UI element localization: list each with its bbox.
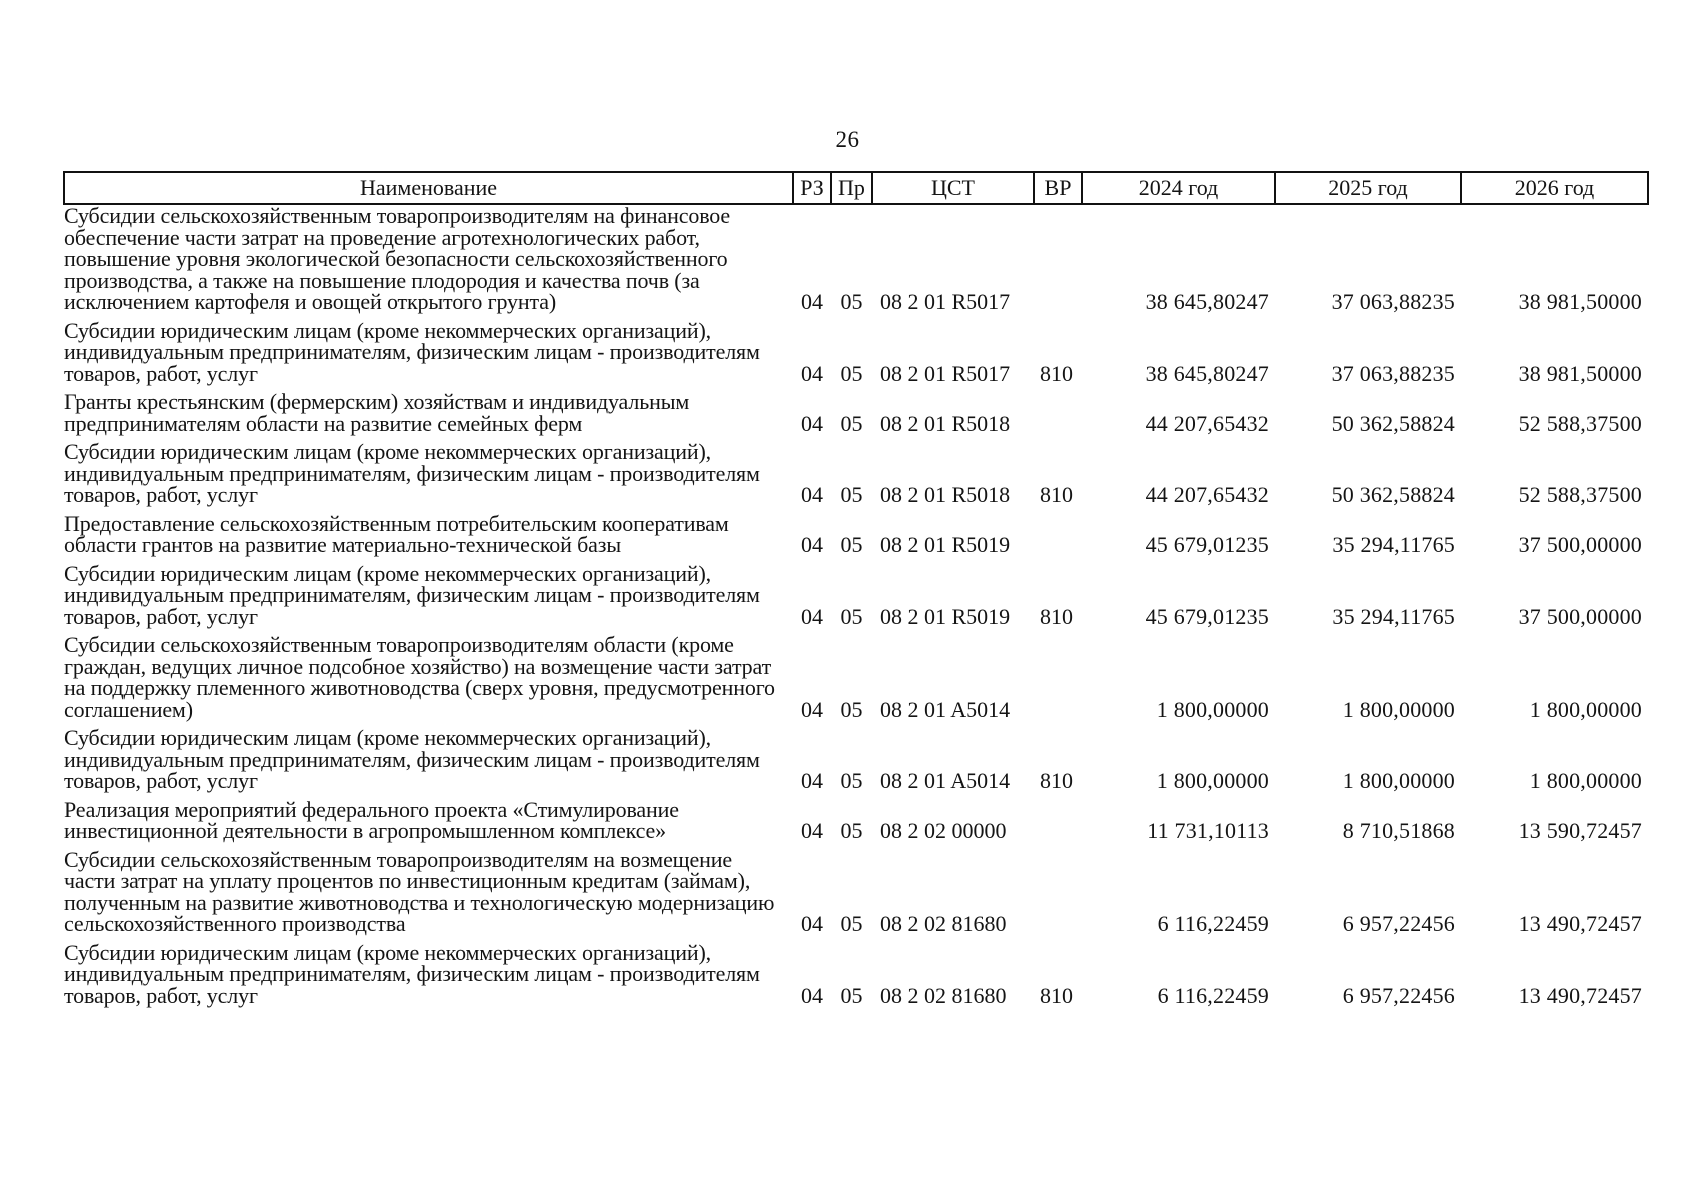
row-value-2024: 44 207,65432 [1145,482,1269,507]
row-vr: 810 [1040,603,1073,629]
row-value-2024: 38 645,80247 [1145,289,1269,314]
row-pr: 05 [840,696,863,722]
row-rz: 04 [801,982,823,1008]
row-pr: 05 [840,410,863,436]
row-cst: 08 2 01 R5018 [880,482,1011,507]
row-value-2025: 50 362,58824 [1331,482,1455,507]
table-row [64,204,1648,320]
row-vr: 810 [1040,982,1073,1008]
row-value-2025: 35 294,11765 [1332,603,1455,629]
row-vr: 810 [1040,768,1073,793]
row-name: Субсидии юридическим лицам (кроме некоммерческих организаций), индивидуальным предпринимателям, физическим лицам - производителям товаров, работ, услуг [64,560,760,629]
row-name: Субсидии юридическим лицам (кроме некоммерческих организаций), индивидуальным предпринимателям, физическим лицам - производителям товаров, работ, услуг [64,317,760,386]
row-value-2024: 45 679,01235 [1145,532,1269,557]
row-value-2024: 11 731,10113 [1147,818,1269,843]
table-row [64,942,1648,1014]
header-cst: ЦСТ [872,172,1034,204]
row-rz: 04 [801,289,823,314]
row-name: Субсидии сельскохозяйственным товаропроизводителям на финансовое обеспечение части затрат на проведение агротехнологических работ, повышение уровня экологической безопасности сельскохозяйственного производства, а также на повышение плодородия и качества почв (за исключением картофеля и овощей открытого грунта) [64,203,731,314]
row-vr [1034,799,1082,849]
row-value-2026: 38 981,50000 [1518,289,1642,314]
row-name: Предоставление сельскохозяйственным потребительским кооперативам области грантов на развитие материально-технической базы [64,510,729,557]
table-body [64,204,1648,1013]
row-value-2024: 45 679,01235 [1145,603,1269,629]
row-value-2025: 6 957,22456 [1342,982,1455,1008]
row-rz: 04 [801,911,823,936]
row-value-2024: 44 207,65432 [1145,410,1269,436]
row-value-2024: 1 800,00000 [1156,768,1269,793]
row-pr: 05 [840,982,863,1008]
row-cst: 08 2 01 R5019 [880,532,1011,557]
row-cst: 08 2 01 R5017 [880,360,1011,386]
row-rz: 04 [801,532,823,557]
row-value-2025: 35 294,11765 [1332,532,1455,557]
row-value-2026: 38 981,50000 [1518,360,1642,386]
row-cst: 08 2 02 00000 [880,818,1007,843]
table-row [64,441,1648,513]
row-name: Субсидии юридическим лицам (кроме некоммерческих организаций), индивидуальным предпринимателям, физическим лицам - производителям товаров, работ, услуг [64,939,760,1008]
row-name: Реализация мероприятий федерального проекта «Стимулирование инвестиционной деятельности в агропромышленном комплексе» [64,796,679,843]
header-2025: 2025 год [1275,172,1461,204]
page-number: 26 [835,127,860,152]
row-value-2024: 38 645,80247 [1145,360,1269,386]
row-pr: 05 [840,289,863,314]
row-vr [1034,204,1082,320]
row-value-2026: 1 800,00000 [1529,768,1642,793]
row-pr: 05 [840,360,863,386]
row-value-2026: 13 590,72457 [1518,818,1642,843]
table-row [64,634,1648,727]
row-cst: 08 2 01 R5019 [880,603,1011,629]
header-name: Наименование [64,172,793,204]
row-value-2025: 1 800,00000 [1342,768,1455,793]
row-value-2026: 13 490,72457 [1518,911,1642,936]
table-row [64,391,1648,441]
table-row [64,320,1648,392]
table-header-row [64,172,1648,204]
row-name: Субсидии юридическим лицам (кроме некоммерческих организаций), индивидуальным предпринимателям, физическим лицам - производителям товаров, работ, услуг [64,439,760,507]
table-row [64,727,1648,799]
row-vr [1034,634,1082,727]
table-row [64,849,1648,942]
row-pr: 05 [840,818,863,843]
row-cst: 08 2 02 81680 [880,911,1007,936]
row-rz: 04 [801,696,823,722]
row-value-2025: 37 063,88235 [1331,289,1455,314]
row-rz: 04 [801,360,823,386]
row-cst: 08 2 01 R5018 [880,410,1011,436]
row-name: Субсидии сельскохозяйственным товаропроизводителям на возмещение части затрат на уплату процентов по инвестиционным кредитам (займам), полученным на развитие животноводства и технологическую модернизацию сельскохозяйственного производства [64,846,775,936]
row-value-2024: 6 116,22459 [1157,982,1269,1008]
row-rz: 04 [801,768,823,793]
row-pr: 05 [840,911,863,936]
row-value-2026: 37 500,00000 [1518,532,1642,557]
row-name: Гранты крестьянским (фермерским) хозяйствам и индивидуальным предпринимателям области на развитие семейных ферм [64,389,690,436]
row-value-2025: 1 800,00000 [1342,696,1455,722]
row-value-2026: 52 588,37500 [1518,482,1642,507]
row-value-2026: 1 800,00000 [1529,696,1642,722]
row-vr: 810 [1040,482,1073,507]
row-value-2026: 52 588,37500 [1518,410,1642,436]
table-row [64,563,1648,635]
budget-table [63,171,1649,1013]
header-2026: 2026 год [1461,172,1648,204]
row-name: Субсидии юридическим лицам (кроме некоммерческих организаций), индивидуальным предпринимателям, физическим лицам - производителям товаров, работ, услуг [64,725,760,793]
row-value-2026: 37 500,00000 [1518,603,1642,629]
row-value-2025: 6 957,22456 [1342,911,1455,936]
row-pr: 05 [840,768,863,793]
row-pr: 05 [840,603,863,629]
row-vr [1034,513,1082,563]
row-cst: 08 2 02 81680 [880,982,1007,1008]
header-pr: Пр [831,172,872,204]
row-cst: 08 2 01 A5014 [880,768,1011,793]
row-pr: 05 [840,532,863,557]
row-value-2024: 1 800,00000 [1156,696,1269,722]
row-value-2024: 6 116,22459 [1157,911,1269,936]
row-pr: 05 [840,482,863,507]
table-row [64,799,1648,849]
row-value-2025: 37 063,88235 [1331,360,1455,386]
row-rz: 04 [801,482,823,507]
row-vr: 810 [1040,360,1073,386]
row-rz: 04 [801,818,823,843]
row-cst: 08 2 01 R5017 [880,289,1011,314]
row-name: Субсидии сельскохозяйственным товаропроизводителям области (кроме граждан, ведущих личное подсобное хозяйство) на возмещение части затрат на поддержку племенного животноводства (сверх уровня, предусмотренного соглашением) [64,632,775,722]
header-vr: ВР [1034,172,1082,204]
row-value-2025: 8 710,51868 [1342,818,1455,843]
table-row [64,513,1648,563]
header-rz: РЗ [793,172,831,204]
row-vr [1034,849,1082,942]
header-2024: 2024 год [1082,172,1275,204]
row-value-2026: 13 490,72457 [1518,982,1642,1008]
row-vr [1034,391,1082,441]
row-value-2025: 50 362,58824 [1331,410,1455,436]
row-rz: 04 [801,410,823,436]
row-rz: 04 [801,603,823,629]
row-cst: 08 2 01 A5014 [880,696,1011,722]
